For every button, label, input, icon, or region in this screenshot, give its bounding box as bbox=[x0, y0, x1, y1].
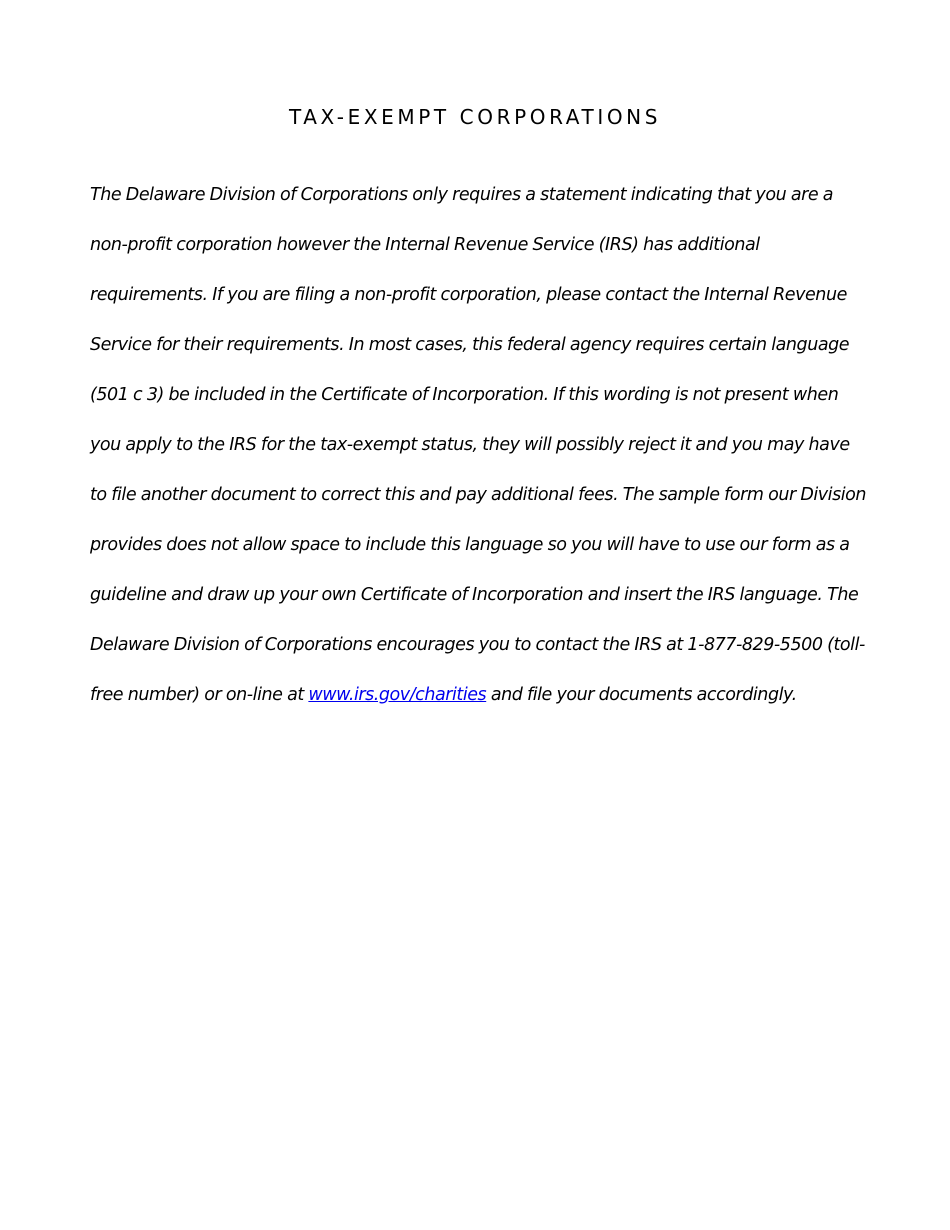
paragraph-text-after-link: and file your documents accordingly. bbox=[486, 685, 797, 705]
body-paragraph bbox=[90, 170, 870, 720]
irs-charities-link[interactable]: www.irs.gov/charities bbox=[308, 685, 487, 705]
paragraph-text-before-link: The Delaware Division of Corporations only requires a statement indicating that you are a non-profit corporation however the Internal Revenue Service (IRS) has additional requirements. If you are filing a non-profit corporation, please contact the Internal Revenue Service for their requirements. In most cases, this federal agency requires certain language (501 c 3) be included in the Certificate of Incorporation. If this wording is not present when you apply to the IRS for the tax-exempt status, they will possibly reject it and you may have to file another document to correct this and pay additional fees. The sample form our Division provides does not allow space to include this language so you will have to use our form as a guideline and draw up your own Certificate of Incorporation and insert the IRS language. The Delaware Division of Corporations encourages you to contact the IRS at 1-877-829-5500 (toll-free number) or on-line at bbox=[90, 185, 867, 705]
page-title: TAX-EXEMPT CORPORATIONS bbox=[288, 105, 662, 129]
